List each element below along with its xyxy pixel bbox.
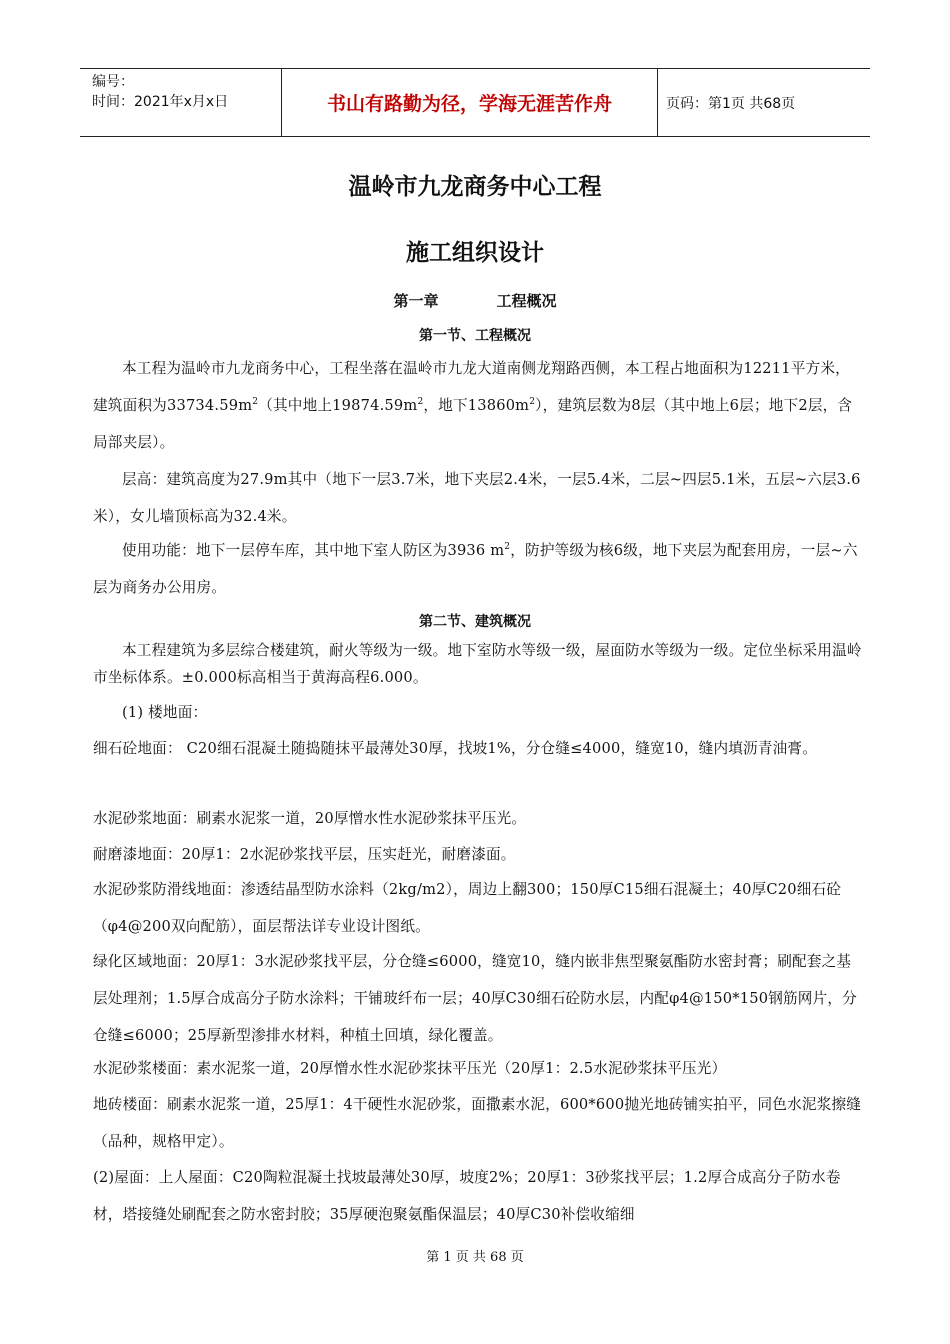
- paragraph-function: 使用功能：地下一层停车库，其中地下室人防区为3936 $m^2$，防护等级为核6级，地下夹层为配套用房，一层~六层为商务办公用房。: [93, 542, 858, 596]
- document-title: 温岭市九龙商务中心工程: [348, 174, 602, 200]
- floor-green-area: 绿化区域地面：20厚1：3水泥砂浆找平层，分仓缝≤6000，缝宽10，缝内嵌非焦型聚氨酯防水密封膏；刷配套之基层处理剂；1.5厚合成高分子防水涂料；干铺玻纤布一层；40厚C30细石砼防水层，内配φ4@150*150钢筋网片，分仓缝≤6000；25厚新型渗排水材料，种植土回填，绿化覆盖。: [93, 953, 857, 1044]
- header-page: 页码：第1页 共68页: [666, 95, 796, 112]
- section-heading-1: 第一节、工程概况: [419, 328, 531, 344]
- paragraph-architecture: 本工程建筑为多层综合楼建筑，耐火等级为一级。地下室防水等级一级，屋面防水等级为一级。定位坐标采用温岭市坐标体系。±0.000标高相当于黄海高程6.000。: [93, 642, 862, 686]
- floor-wear-paint: 耐磨漆地面：20厚1：2水泥砂浆找平层，压实赶光，耐磨漆面。: [93, 846, 516, 863]
- floor-tile: 地砖楼面：刷素水泥浆一道，25厚1：4干硬性水泥砂浆，面撒素水泥，600*600抛光地砖铺实拍平，同色水泥浆擦缝（品种，规格甲定）。: [93, 1096, 862, 1150]
- document-subtitle: 施工组织设计: [406, 240, 544, 266]
- chapter-heading: [0, 290, 950, 311]
- section-heading-2: 第二节、建筑概况: [419, 614, 531, 630]
- paragraph-overview: 本工程为温岭市九龙商务中心，工程坐落在温岭市九龙大道南侧龙翔路西侧，本工程占地面积为12211平方米，建筑面积为$33734.59m^2$（其中地上$19874.59m^2$，地下$13860m^2$），建筑层数为8层（其中地上6层；地下2层，含局部夹层）。: [93, 360, 853, 451]
- page-footer: 第 1 页 共 68 页: [426, 1250, 524, 1265]
- header-time: 时间：2021年x月x日: [92, 94, 229, 110]
- floor-fine-concrete: 细石砼地面： C20细石混凝土随捣随抹平最薄处30厚，找坡1%，分仓缝≤4000，缝宽10，缝内填沥青油膏。: [93, 740, 817, 757]
- page-header: [80, 68, 870, 137]
- floor-cement-upper: 水泥砂浆楼面：素水泥浆一道，20厚憎水性水泥砂浆抹平压光（20厚1：2.5水泥砂浆抹平压光）: [93, 1060, 727, 1077]
- roof-spec: (2)屋面：上人屋面：C20陶粒混凝土找坡最薄处30厚，坡度2%；20厚1：3砂浆找平层；1.2厚合成高分子防水卷材，塔接缝处刷配套之防水密封胶；35厚硬泡聚氨酯保温层；40厚C30补偿收缩细: [93, 1169, 841, 1223]
- paragraph-height: 层高：建筑高度为27.9m其中（地下一层3.7米，地下夹层2.4米，一层5.4米，二层~四层5.1米，五层~六层3.6米），女儿墙顶标高为32.4米。: [93, 471, 861, 525]
- header-motto: 书山有路勤为径，学海无涯苦作舟: [281, 69, 658, 136]
- chapter-name: 工程概况: [496, 292, 557, 310]
- floor-cement-mortar: 水泥砂浆地面：刷素水泥浆一道，20厚憎水性水泥砂浆抹平压光。: [93, 810, 527, 827]
- header-number: 编号：: [92, 74, 134, 90]
- floor-anti-slip: 水泥砂浆防滑线地面：渗透结晶型防水涂料（2kg/m2），周边上翻300；150厚C15细石混凝土；40厚C20细石砼（φ4@200双向配筋），面层帮法详专业设计图纸。: [93, 881, 842, 935]
- chapter-number: 第一章: [393, 292, 439, 310]
- header-meta: [92, 72, 228, 112]
- list-item-floors: (1) 楼地面：: [122, 704, 208, 721]
